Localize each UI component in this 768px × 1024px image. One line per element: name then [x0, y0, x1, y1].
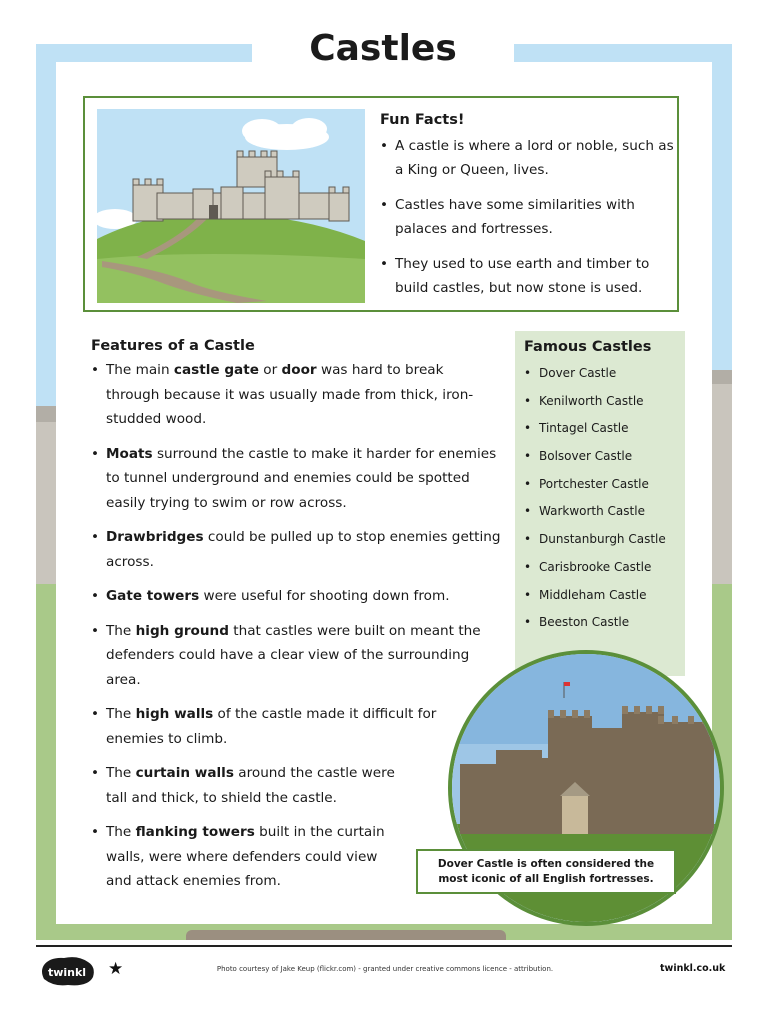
castle-name: • Beeston Castle: [524, 614, 684, 642]
twinkl-logo[interactable]: [38, 955, 96, 987]
fun-facts-heading: Fun Facts!: [380, 112, 465, 128]
castle-name: • Dover Castle: [524, 365, 684, 393]
feature-item: • The flanking towers built in the curtain walls, were where defenders could view and attack enemies from.: [91, 820, 406, 894]
fun-facts: [380, 112, 674, 311]
famous-castles-heading: Famous Castles: [524, 339, 652, 355]
features-list: [91, 358, 501, 894]
fun-fact-item: • Castles have some similarities with palaces and fortresses.: [380, 193, 674, 241]
castle-name: • Middleham Castle: [524, 587, 684, 615]
feature-item: • Moats surround the castle to make it harder for enemies to tunnel underground and enemies could be spotted easily trying to swim or row across.: [91, 442, 501, 516]
feature-item: • The high walls of the castle made it difficult for enemies to climb.: [91, 702, 456, 751]
castle-illustration: [97, 109, 365, 303]
castle-name: • Warkworth Castle: [524, 503, 684, 531]
feature-item: • Drawbridges could be pulled up to stop enemies getting across.: [91, 525, 501, 574]
castle-name: • Dunstanburgh Castle: [524, 531, 684, 559]
logo-text: twinkl: [47, 966, 87, 979]
photo-caption: Dover Castle is often considered the most iconic of all English fortresses.: [416, 849, 676, 894]
fun-facts-list: [380, 134, 674, 300]
castle-name: • Bolsover Castle: [524, 448, 684, 476]
feature-item: • Gate towers were useful for shooting down from.: [91, 584, 501, 609]
castle-name: • Tintagel Castle: [524, 420, 684, 448]
photo-credit: Photo courtesy of Jake Keup (flickr.com) - granted under creative commons licence - attribution.: [216, 965, 554, 973]
features-section: [91, 338, 501, 904]
feature-item: • The curtain walls around the castle were tall and thick, to shield the castle.: [91, 761, 416, 810]
fun-fact-item: • A castle is where a lord or noble, such as a King or Queen, lives.: [380, 134, 674, 182]
features-heading: Features of a Castle: [91, 338, 255, 354]
castle-name: • Carisbrooke Castle: [524, 559, 684, 587]
castle-name: • Portchester Castle: [524, 476, 684, 504]
feature-item: • The high ground that castles were built on meant the defenders could have a clear view of the surrounding area.: [91, 619, 501, 693]
site-link[interactable]: twinkl.co.uk: [660, 963, 726, 974]
castle-name: • Kenilworth Castle: [524, 393, 684, 421]
page-title: Castles: [309, 28, 457, 69]
fun-fact-item: • They used to use earth and timber to build castles, but now stone is used.: [380, 252, 674, 300]
fun-facts-box: [83, 96, 679, 312]
grass-left: [36, 584, 56, 940]
famous-castles-list: [524, 365, 684, 642]
footer-divider: [36, 945, 732, 947]
dirt-path: [186, 930, 506, 940]
star-icon: ★: [108, 959, 124, 979]
feature-item: • The main castle gate or door was hard to break through because it was usually made from thick, iron-studded wood.: [91, 358, 501, 432]
